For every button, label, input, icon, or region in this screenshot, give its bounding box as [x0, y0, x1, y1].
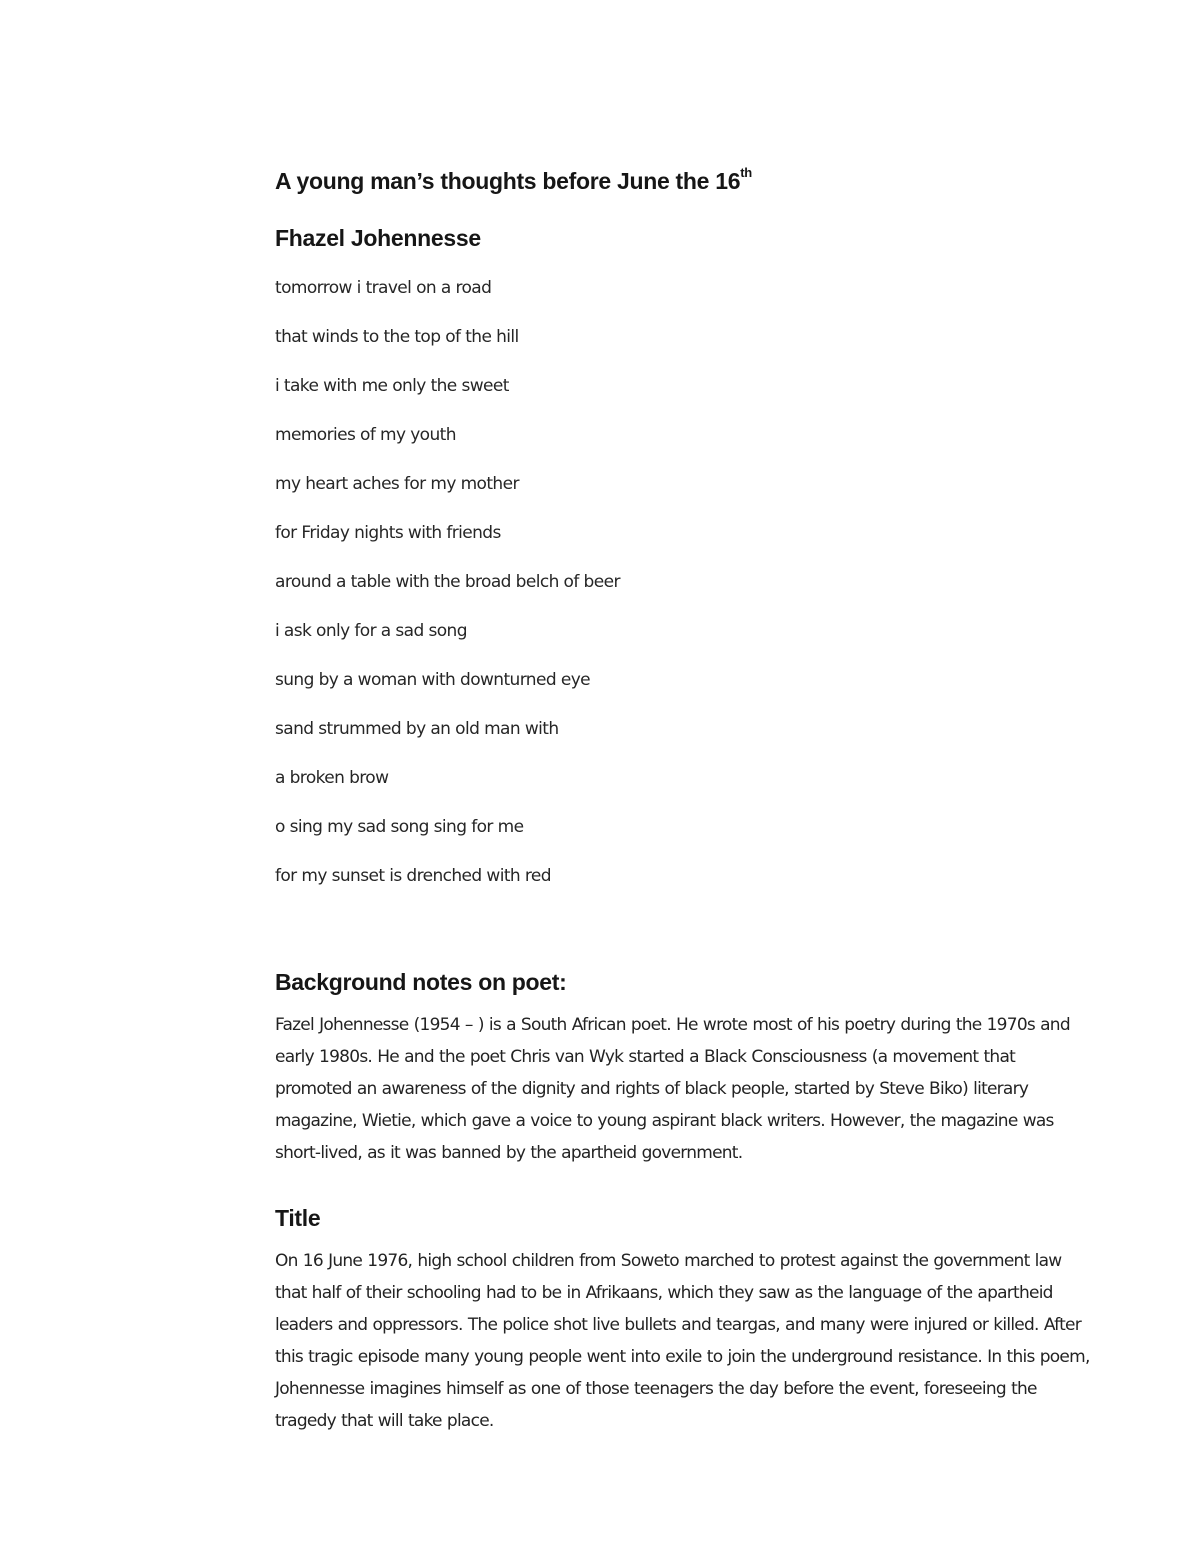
- background-notes-heading: Background notes on poet:: [275, 969, 567, 995]
- poem-line: tomorrow i travel on a road: [275, 278, 492, 298]
- poem-line: sand strummed by an old man with: [275, 719, 559, 739]
- poem-author: Fhazel Johennesse: [275, 225, 481, 251]
- poem-body: [275, 274, 1095, 911]
- poem-line: for my sunset is drenched with red: [275, 866, 551, 886]
- poem-line: a broken brow: [275, 768, 389, 788]
- background-notes-paragraph: Fazel Johennesse (1954 – ) is a South African poet. He wrote most of his poetry during the 1970s and early 1980s. He and the poet Chris van Wyk started a Black Consciousness (a movement that promoted an awareness of the dignity and rights of black people, started by Steve Biko) literary magazine, Wietie, which gave a voice to young aspirant black writers. However, the magazine was short-lived, as it was banned by the apartheid government.: [275, 1015, 1070, 1163]
- poem-line: memories of my youth: [275, 425, 456, 445]
- poem-line: that winds to the top of the hill: [275, 327, 519, 347]
- poem-title: [275, 162, 1095, 200]
- poem-title-superscript: th: [740, 165, 752, 180]
- poem-line: o sing my sad song sing for me: [275, 817, 524, 837]
- poem-line: sung by a woman with downturned eye: [275, 670, 591, 690]
- poem-line: i take with me only the sweet: [275, 376, 509, 396]
- poem-line: for Friday nights with friends: [275, 523, 501, 543]
- poem-line: around a table with the broad belch of beer: [275, 572, 620, 592]
- poem-line: my heart aches for my mother: [275, 474, 519, 494]
- document-content: [275, 162, 1095, 1437]
- poem-title-text: A young man’s thoughts before June the 16: [275, 168, 741, 194]
- title-section-paragraph: On 16 June 1976, high school children from Soweto marched to protest against the government law that half of their schooling had to be in Afrikaans, which they saw as the language of the apartheid leaders and oppressors. The police shot live bullets and teargas, and many were injured or killed. After this tragic episode many young people went into exile to join the underground resistance. In this poem, Johennesse imagines himself as one of those teenagers the day before the event, foreseeing the tragedy that will take place.: [275, 1251, 1090, 1431]
- poem-line: i ask only for a sad song: [275, 621, 467, 641]
- title-section-heading: Title: [275, 1205, 321, 1231]
